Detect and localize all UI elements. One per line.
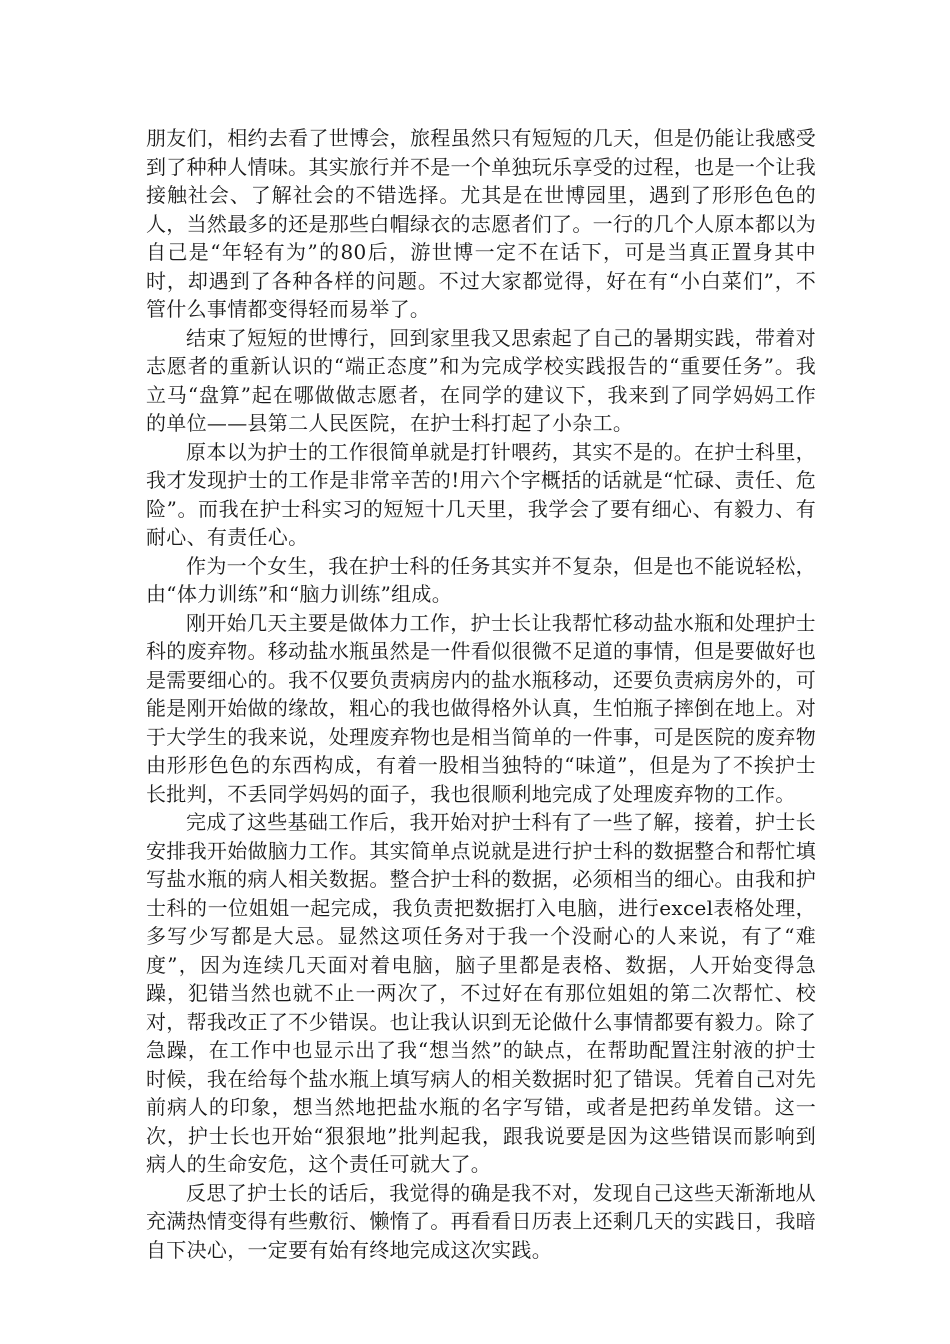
- paragraph-6: 完成了这些基础工作后，我开始对护士科有了一些了解，接着，护士长安排我开始做脑力工作。其实简单点说就是进行护士科的数据整合和帮忙填写盐水瓶的病人相关数据。整合护士科的数据，必须相当的细心。由我和护士科的一位姐姐一起完成，我负责把数据打入电脑，进行excel表格处理，多写少写都是大忌。显然这项任务对于我一个没耐心的人来说，有了“难度”，因为连续几天面对着电脑，脑子里都是表格、数据，人开始变得急躁，犯错当然也就不止一两次了，不过好在有那位姐姐的第二次帮忙、校对，帮我改正了不少错误。也让我认识到无论做什么事情都要有毅力。除了急躁，在工作中也显示出了我“想当然”的缺点，在帮助配置注射液的护士时候，我在给每个盐水瓶上填写病人的相关数据时犯了错误。凭着自己对先前病人的印象，想当然地把盐水瓶的名字写错，或者是把药单发错。这一次，护士长也开始“狠狠地”批判起我，跟我说要是因为这些错误而影响到病人的生命安危，这个责任可就大了。: [146, 810, 816, 1176]
- paragraph-2: 结束了短短的世博行，回到家里我又思索起了自己的暑期实践，带着对志愿者的重新认识的“端正态度”和为完成学校实践报告的“重要任务”。我立马“盘算”起在哪做做志愿者，在同学的建议下，我来到了同学妈妈工作的单位——县第二人民医院，在护士科打起了小杂工。: [146, 325, 816, 435]
- paragraph-7: 反思了护士长的话后，我觉得的确是我不对，发现自己这些天渐渐地从充满热情变得有些敷衍、懒惰了。再看看日历表上还剩几天的实践日，我暗自下决心，一定要有始有终地完成这次实践。: [146, 1180, 816, 1262]
- paragraph-4: 作为一个女生，我在护士科的任务其实并不复杂，但是也不能说轻松，由“体力训练”和“脑力训练”组成。: [146, 553, 816, 606]
- paragraph-1: 朋友们，相约去看了世博会，旅程虽然只有短短的几天，但是仍能让我感受到了种种人情味。其实旅行并不是一个单独玩乐享受的过程，也是一个让我接触社会、了解社会的不错选择。尤其是在世博园里，遇到了形形色色的人，当然最多的还是那些白帽绿衣的志愿者们了。一行的几个人原本都以为自己是“年轻有为”的80后，游世博一定不在话下，可是当真正置身其中时，却遇到了各种各样的问题。不过大家都觉得，好在有“小白菜们”，不管什么事情都变得轻而易举了。: [146, 126, 816, 321]
- paragraph-3: 原本以为护士的工作很简单就是打针喂药，其实不是的。在护士科里，我才发现护士的工作是非常辛苦的!用六个字概括的话就是“忙碌、责任、危险”。而我在护士科实习的短短十几天里，我学会了要有细心、有毅力、有耐心、有责任心。: [146, 439, 816, 549]
- paragraph-5: 刚开始几天主要是做体力工作，护士长让我帮忙移动盐水瓶和处理护士科的废弃物。移动盐水瓶虽然是一件看似很微不足道的事情，但是要做好也是需要细心的。我不仅要负责病房内的盐水瓶移动，还要负责病房外的，可能是刚开始做的缘故，粗心的我也做得格外认真，生怕瓶子摔倒在地上。对于大学生的我来说，处理废弃物也是相当简单的一件事，可是医院的废弃物由形形色色的东西构成，有着一股相当独特的“味道”，但是为了不挨护士长批判，不丢同学妈妈的面子，我也很顺利地完成了处理废弃物的工作。: [146, 610, 816, 806]
- document-body: [146, 124, 816, 1264]
